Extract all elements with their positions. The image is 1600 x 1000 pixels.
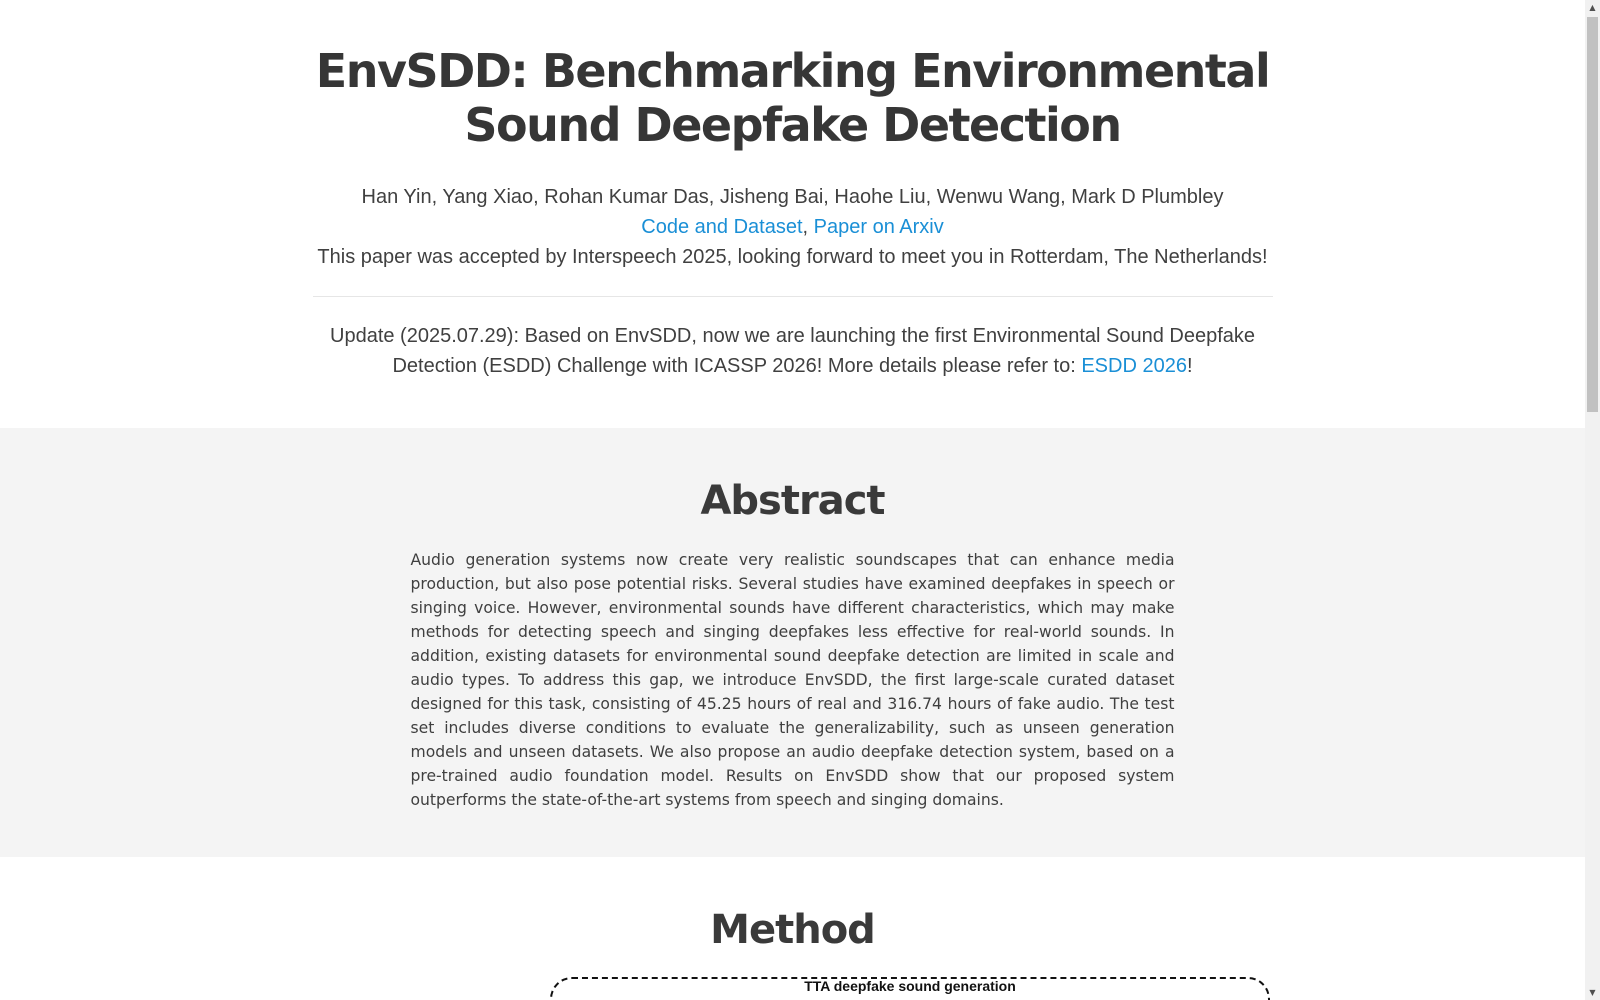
paper-on-arxiv-link[interactable]: Paper on Arxiv (813, 216, 944, 238)
abstract-text: Audio generation systems now create very realistic soundscapes that can enhance media production, but also pose potential risks. Several studies have examined deepfakes in speech or singing voice. However, environmental sounds have different characteristics, which may make methods for detecting speech and singing deepfakes less effective for real-world sounds. In addition, existing datasets for environmental sound deepfake detection are limited in scale and audio types. To address this gap, we introduce EnvSDD, the first large-scale curated dataset designed for this task, consisting of 45.25 hours of real and 316.74 hours of fake audio. The test set includes diverse conditions to evaluate the generalizability, such as unseen generation models and unseen datasets. We also propose an audio deepfake detection system, based on a pre-trained audio foundation model. Results on EnvSDD show that our proposed system outperforms the state-of-the-art systems from speech and singing domains. (410, 551, 1175, 809)
links-separator: , (802, 216, 814, 238)
resource-links (0, 212, 1585, 242)
scroll-down-icon[interactable]: ▼ (1589, 988, 1596, 997)
method-figure-label: TTA deepfake sound generation (804, 978, 1016, 994)
method-heading: Method (710, 907, 875, 953)
abstract-heading: Abstract (700, 478, 885, 524)
authors-line: Han Yin, Yang Xiao, Rohan Kumar Das, Jisheng Bai, Haohe Liu, Wenwu Wang, Mark D Plumbley (361, 186, 1224, 208)
esdd-2026-link[interactable]: ESDD 2026 (1081, 355, 1187, 377)
page-title: EnvSDD: Benchmarking Environmental Sound Deepfake Detection (315, 44, 1270, 152)
update-suffix: ! (1186, 355, 1193, 377)
header-section (0, 0, 1585, 384)
scrollbar-thumb[interactable] (1587, 17, 1598, 412)
acceptance-note: This paper was accepted by Interspeech 2025, looking forward to meet you in Rotterdam, The Netherlands! (317, 246, 1268, 268)
update-text: Update (2025.07.29): Based on EnvSDD, now we are launching the first Environmental Sound Deepfake Detection (ESDD) Challenge with ICASSP 2026! More details please refer to: (330, 325, 1255, 377)
header-divider (313, 296, 1273, 297)
method-section (0, 857, 1585, 1000)
scroll-up-icon[interactable]: ▲ (1589, 3, 1596, 12)
code-and-dataset-link[interactable]: Code and Dataset (641, 216, 803, 238)
update-notice (313, 321, 1273, 381)
abstract-section (0, 428, 1585, 857)
vertical-scrollbar[interactable] (1585, 0, 1600, 1000)
